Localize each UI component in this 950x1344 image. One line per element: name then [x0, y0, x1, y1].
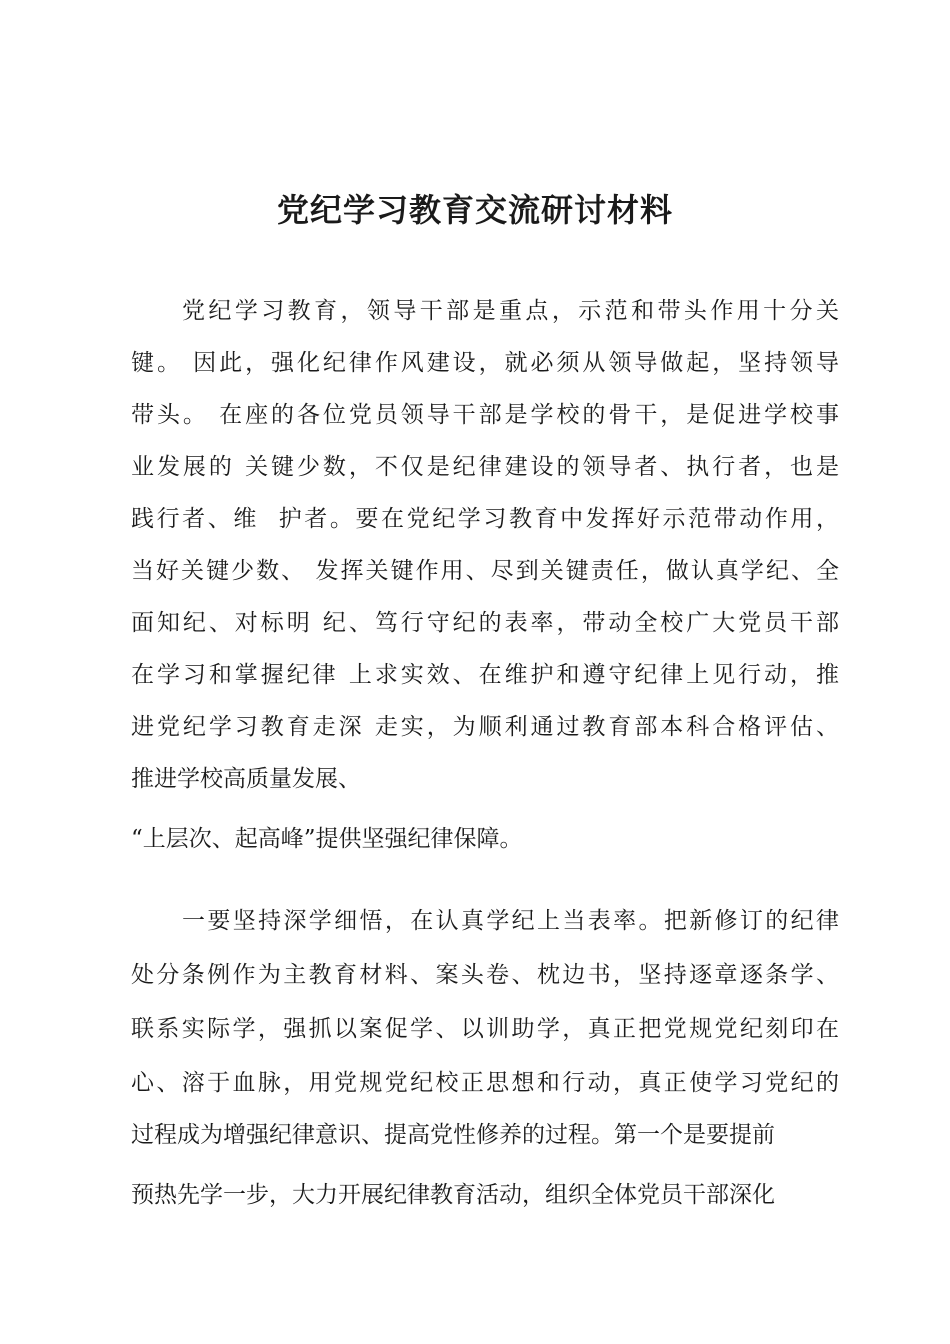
paragraph-1-line-4: 业发展的 关键少数，不仅是纪律建设的领导者、执行者，也是 [131, 454, 839, 480]
paragraph-1-line-2: 键。 因此，强化纪律作风建设，就必须从领导做起，坚持领导 [131, 350, 839, 376]
paragraph-1-line-6: 当好关键少数、 发挥关键作用、尽到关键责任，做认真学纪、全 [131, 558, 839, 584]
paragraph-1-line-7: 面知纪、对标明 纪、笃行守纪的表率，带动全校广大党员干部 [131, 610, 839, 636]
paragraph-2-line-1: 一要坚持深学细悟，在认真学纪上当表率。把新修订的纪律 [182, 908, 839, 934]
paragraph-1-line-9: 进党纪学习教育走深 走实，为顺利通过教育部本科合格评估、 [131, 714, 839, 740]
paragraph-2-line-4: 心、溶于血脉，用党规党纪校正思想和行动，真正使学习党纪的 [131, 1070, 839, 1096]
paragraph-1-line-1: 党纪学习教育，领导干部是重点，示范和带头作用十分关 [182, 298, 839, 324]
paragraph-1-line-5: 践行者、维 护者。要在党纪学习教育中发挥好示范带动作用， [131, 506, 839, 532]
paragraph-1-line-10: 推进学校高质量发展、 [131, 766, 361, 792]
paragraph-1-line-8: 在学习和掌握纪律 上求实效、在维护和遵守纪律上见行动，推 [131, 662, 839, 688]
document-title: 党纪学习教育交流研讨材料 [276, 191, 673, 229]
paragraph-2-line-3: 联系实际学，强抓以案促学、以训助学，真正把党规党纪刻印在 [131, 1016, 839, 1042]
paragraph-2-line-5: 过程成为增强纪律意识、提高党性修养的过程。第一个是要提前 [131, 1122, 775, 1148]
paragraph-1-tail: “上层次、起高峰”提供坚强纪律保障。 [131, 826, 523, 852]
paragraph-1-line-3: 带头。 在座的各位党员领导干部是学校的骨干，是促进学校事 [131, 402, 839, 428]
paragraph-2-line-6: 预热先学一步，大力开展纪律教育活动，组织全体党员干部深化 [131, 1182, 775, 1208]
paragraph-2-line-2: 处分条例作为主教育材料、案头卷、枕边书，坚持逐章逐条学、 [131, 962, 839, 988]
